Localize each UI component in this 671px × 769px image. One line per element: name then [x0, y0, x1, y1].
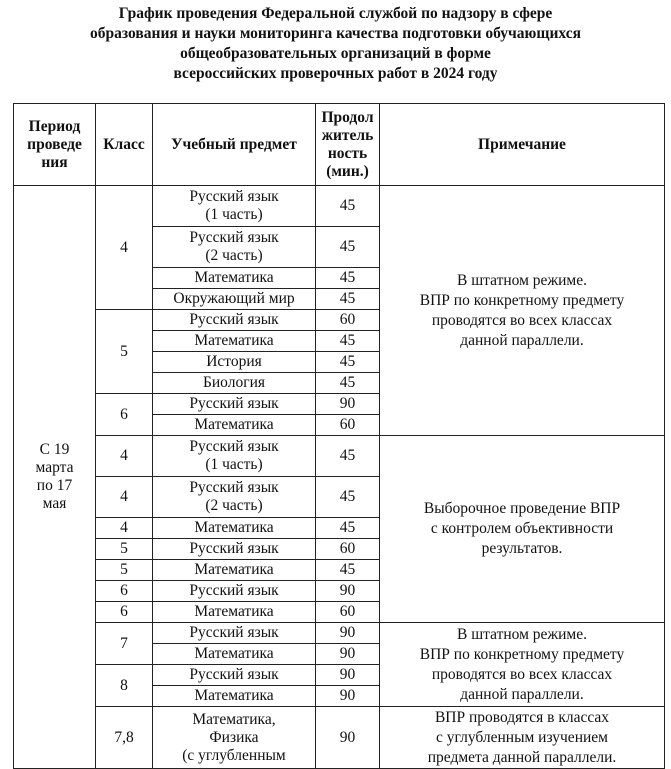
- subject-cell: Математика, Физика (с углубленным: [153, 707, 316, 769]
- grade-cell: 4: [96, 436, 153, 477]
- subject-cell: Математика: [153, 415, 316, 436]
- title-line: образования и науки мониторинга качества подготовки обучающихся: [90, 25, 581, 42]
- duration-cell: 45: [316, 289, 380, 310]
- grade-cell: 4: [96, 477, 153, 518]
- subject-cell: Математика: [153, 644, 316, 665]
- grade-cell: 4: [96, 186, 153, 310]
- subject-cell: Математика: [153, 518, 316, 539]
- header-subject: Учебный предмет: [153, 104, 316, 186]
- duration-cell: 90: [316, 644, 380, 665]
- grade-cell: 6: [96, 581, 153, 602]
- subject-cell: Математика: [153, 560, 316, 581]
- grade-cell: 7,8: [96, 707, 153, 769]
- subject-cell: Русский язык: [153, 665, 316, 686]
- subject-cell: Математика: [153, 686, 316, 707]
- grade-cell: 5: [96, 539, 153, 560]
- table-row: [14, 186, 665, 227]
- subject-cell: Русский язык (1 часть): [153, 436, 316, 477]
- duration-cell: 45: [316, 331, 380, 352]
- subject-cell: Математика: [153, 331, 316, 352]
- grade-cell: 4: [96, 518, 153, 539]
- subject-cell: Русский язык: [153, 394, 316, 415]
- duration-cell: 60: [316, 310, 380, 331]
- period-cell: С 19 марта по 17 мая: [14, 186, 96, 769]
- table-row: [14, 436, 665, 477]
- duration-cell: 45: [316, 560, 380, 581]
- header-note: Примечание: [380, 104, 665, 186]
- subject-cell: Окружающий мир: [153, 289, 316, 310]
- duration-cell: 45: [316, 186, 380, 227]
- subject-cell: Биология: [153, 373, 316, 394]
- duration-cell: 90: [316, 394, 380, 415]
- duration-cell: 60: [316, 539, 380, 560]
- subject-cell: Русский язык (2 часть): [153, 477, 316, 518]
- subject-cell: Русский язык (2 часть): [153, 227, 316, 268]
- note-cell: Выборочное проведение ВПР с контролем объективности результатов.: [380, 436, 665, 623]
- header-period: Период проведе ния: [14, 104, 96, 186]
- duration-cell: 90: [316, 686, 380, 707]
- subject-cell: Русский язык: [153, 310, 316, 331]
- grade-cell: 5: [96, 560, 153, 581]
- duration-cell: 45: [316, 477, 380, 518]
- subject-cell: Русский язык: [153, 581, 316, 602]
- schedule-table: [13, 103, 665, 769]
- duration-cell: 90: [316, 623, 380, 644]
- subject-cell: Математика: [153, 602, 316, 623]
- header-duration: Продол житель ность (мин.): [316, 104, 380, 186]
- duration-cell: 60: [316, 602, 380, 623]
- duration-cell: 45: [316, 268, 380, 289]
- grade-cell: 6: [96, 602, 153, 623]
- duration-cell: 45: [316, 518, 380, 539]
- table-row: [14, 623, 665, 644]
- duration-cell: 45: [316, 227, 380, 268]
- title-line: График проведения Федеральной службой по надзору в сфере: [118, 5, 553, 22]
- subject-cell: Русский язык: [153, 539, 316, 560]
- subject-cell: Русский язык: [153, 623, 316, 644]
- grade-cell: 5: [96, 310, 153, 394]
- subject-cell: Русский язык (1 часть): [153, 186, 316, 227]
- grade-cell: 7: [96, 623, 153, 665]
- duration-cell: 90: [316, 581, 380, 602]
- duration-cell: 45: [316, 352, 380, 373]
- duration-cell: 45: [316, 436, 380, 477]
- subject-cell: История: [153, 352, 316, 373]
- table-row: [14, 707, 665, 769]
- duration-cell: 45: [316, 373, 380, 394]
- duration-cell: 90: [316, 707, 380, 769]
- header-row: [14, 104, 665, 186]
- document-title: [0, 4, 671, 84]
- header-grade: Класс: [96, 104, 153, 186]
- title-line: общеобразовательных организаций в форме: [180, 45, 491, 62]
- note-cell: В штатном режиме. ВПР по конкретному предмету проводятся во всех классах данной параллели.: [380, 186, 665, 436]
- grade-cell: 6: [96, 394, 153, 436]
- note-cell: ВПР проводятся в классах с углубленным изучением предмета данной параллели.: [380, 707, 665, 769]
- subject-cell: Математика: [153, 268, 316, 289]
- note-cell: В штатном режиме. ВПР по конкретному предмету проводятся во всех классах данной параллели.: [380, 623, 665, 707]
- duration-cell: 60: [316, 415, 380, 436]
- title-line: всероссийских проверочных работ в 2024 году: [173, 65, 498, 82]
- duration-cell: 90: [316, 665, 380, 686]
- grade-cell: 8: [96, 665, 153, 707]
